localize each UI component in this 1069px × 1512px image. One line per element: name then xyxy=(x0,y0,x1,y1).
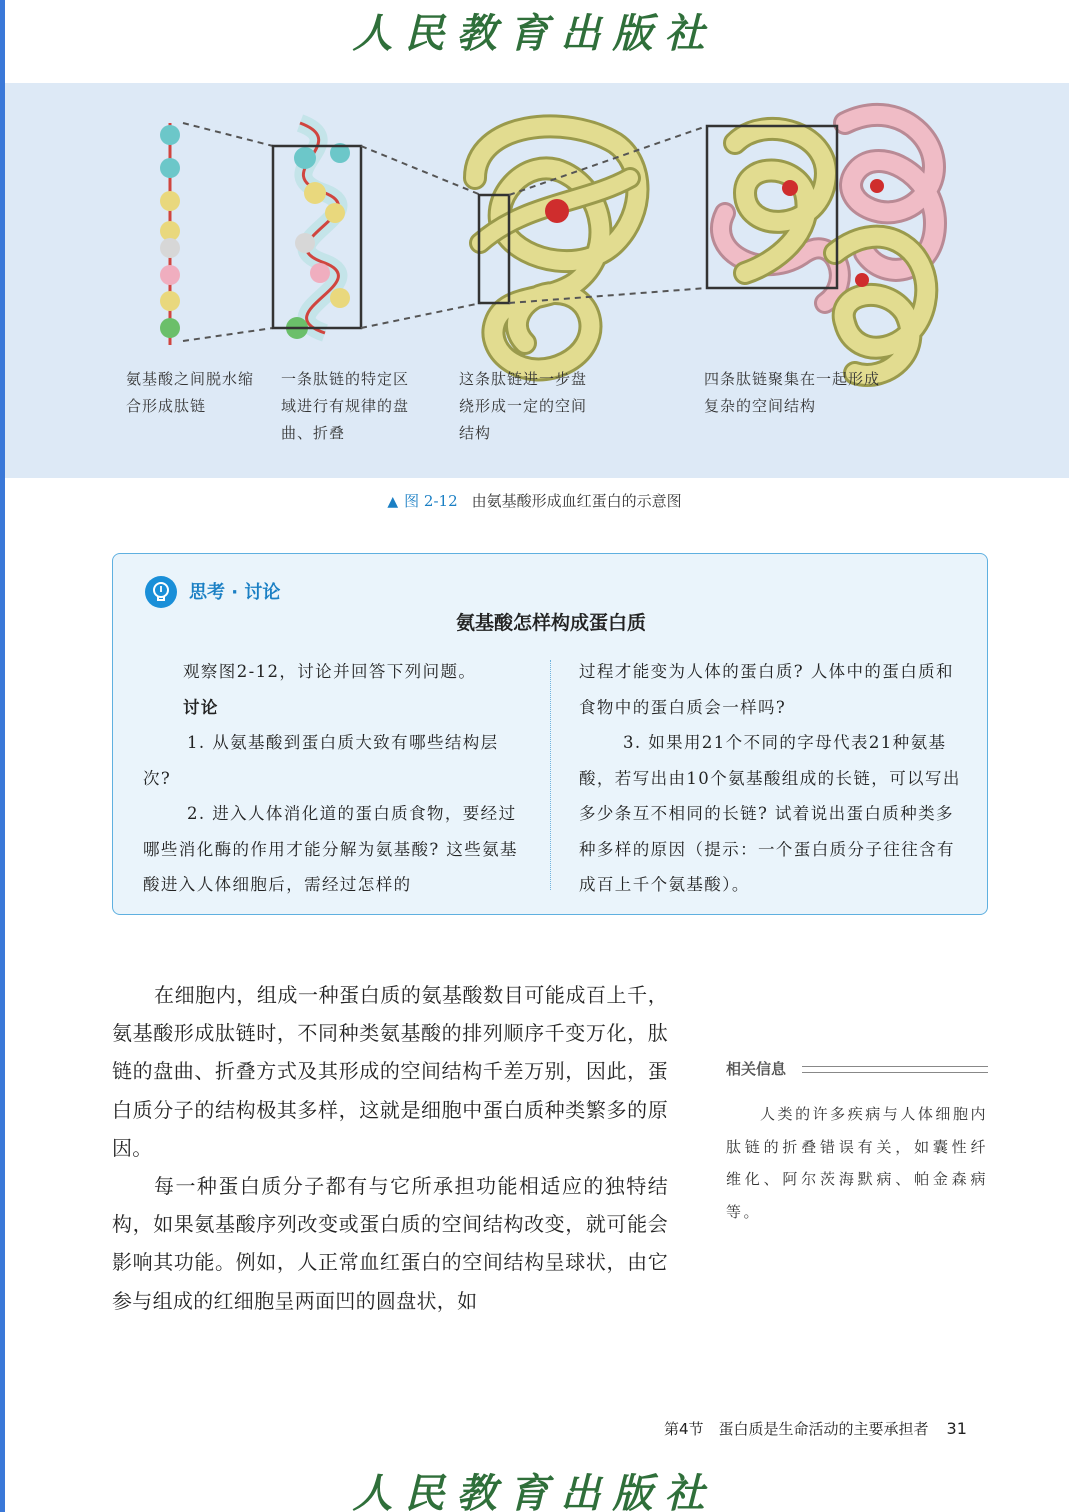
question-2-continued: 过程才能变为人体的蛋白质? 人体中的蛋白质和食物中的蛋白质会一样吗? xyxy=(579,662,954,717)
column-divider xyxy=(550,660,551,890)
tertiary-structure xyxy=(475,126,638,369)
caption-helix: 一条肽链的特定区域进行有规律的盘曲、折叠 xyxy=(281,370,410,442)
discussion-right-column xyxy=(579,654,961,903)
caption-quaternary: 四条肽链聚集在一起形成复杂的空间结构 xyxy=(704,370,881,415)
discussion-left-column xyxy=(143,654,525,903)
related-info-text: 人类的许多疾病与人体细胞内肽链的折叠错误有关，如囊性纤维化、阿尔茨海默病、帕金森病等。 xyxy=(726,1105,988,1221)
publisher-logo-bottom: 人民教育出版社 xyxy=(352,1470,717,1512)
discussion-intro: 观察图2-12，讨论并回答下列问题。 xyxy=(183,662,477,681)
body-paragraph-1: 在细胞内，组成一种蛋白质的氨基酸数目可能成百上千，氨基酸形成肽链时，不同种类氨基酸的排列顺序千变万化，肽链的盘曲、折叠方式及其形成的空间结构千差万别，因此，蛋白质分子的结构极其多样，这就是细胞中蛋白质种类繁多的原因。 xyxy=(112,983,668,1160)
question-3: 3. 如果用21个不同的字母代表21种氨基酸，若写出由10个氨基酸组成的长链，可以写出多少条互不相同的长链? 试着说出蛋白质种类多种多样的原因（提示：一个蛋白质分子往往含有成百上千个氨基酸）。 xyxy=(579,733,961,894)
discussion-title: 氨基酸怎样构成蛋白质 xyxy=(455,612,646,634)
discussion-heading: 讨论 xyxy=(183,697,219,717)
figure-title xyxy=(0,490,1069,511)
main-body-text xyxy=(112,976,668,1320)
triangle-marker-icon: ▲ xyxy=(387,494,399,510)
question-2: 2. 进入人体消化道的蛋白质食物，要经过哪些消化酶的作用才能分解为氨基酸? 这些氨基酸进入人体细胞后，需经过怎样的 xyxy=(143,804,518,894)
footer-section-title: 第4节 蛋白质是生命活动的主要承担者 xyxy=(664,1420,929,1438)
quaternary-structure xyxy=(707,115,935,375)
figure-panel xyxy=(5,83,1069,478)
discussion-label: 思考 · 讨论 xyxy=(189,582,281,603)
publisher-logo-top: 人民教育出版社 xyxy=(352,10,717,57)
page-number: 31 xyxy=(946,1419,967,1438)
caption-amino-chain: 氨基酸之间脱水缩合形成肽链 xyxy=(126,370,255,415)
question-1: 1. 从氨基酸到蛋白质大致有哪些结构层次? xyxy=(143,733,499,788)
lightbulb-head-icon xyxy=(145,576,177,608)
body-paragraph-2: 每一种蛋白质分子都有与它所承担功能相适应的独特结构，如果氨基酸序列改变或蛋白质的空间结构改变，就可能会影响其功能。例如，人正常血红蛋白的空间结构呈球状，由它参与组成的红细胞呈两面凹的圆盘状，如 xyxy=(112,1174,668,1313)
figure-number: 图 2-12 xyxy=(404,492,458,510)
discussion-box xyxy=(112,553,988,915)
related-info-label: 相关信息 xyxy=(726,1058,792,1079)
helix-region xyxy=(273,123,361,339)
amino-acid-chain xyxy=(160,123,180,345)
caption-tertiary: 这条肽链进一步盘绕形成一定的空间结构 xyxy=(459,370,588,442)
page-footer xyxy=(664,1418,967,1439)
double-rule xyxy=(802,1066,988,1073)
related-info-header xyxy=(726,1058,988,1082)
figure-title-text: 由氨基酸形成血红蛋白的示意图 xyxy=(471,492,682,510)
